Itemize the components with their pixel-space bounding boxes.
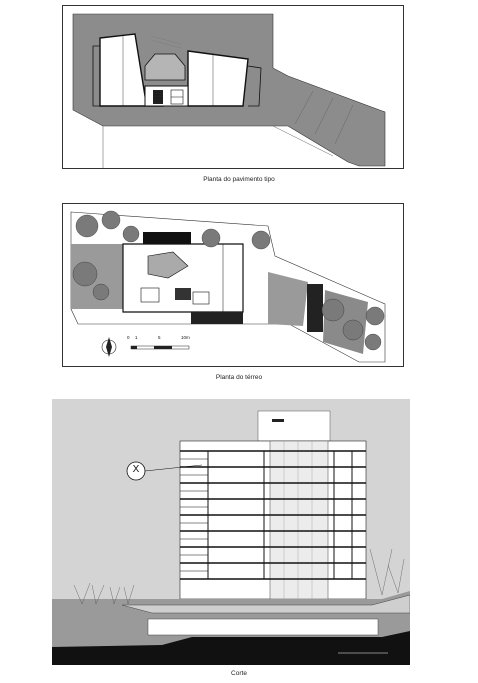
trees-right (370, 549, 404, 595)
caption-section: Corte (231, 670, 247, 677)
ground-floor-plan-panel (62, 203, 404, 367)
section-drawing (52, 399, 410, 665)
scale-tick-5: 5 (158, 335, 161, 340)
scale-tick-0: 0 (127, 335, 130, 340)
caption-ground-floor: Planta do térreo (215, 374, 263, 381)
caption-typical-floor: Planta do pavimento tipo (203, 176, 275, 183)
section-marker-label: X (132, 464, 140, 475)
scale-bar (102, 337, 189, 357)
typical-floor-plan-drawing (63, 6, 403, 168)
scale-tick-10m: 10m (181, 335, 190, 340)
scale-tick-1: 1 (135, 335, 138, 340)
typical-floor-plan-panel (62, 5, 404, 169)
ground-floor-plan-drawing (63, 204, 403, 366)
section-panel (52, 399, 410, 665)
